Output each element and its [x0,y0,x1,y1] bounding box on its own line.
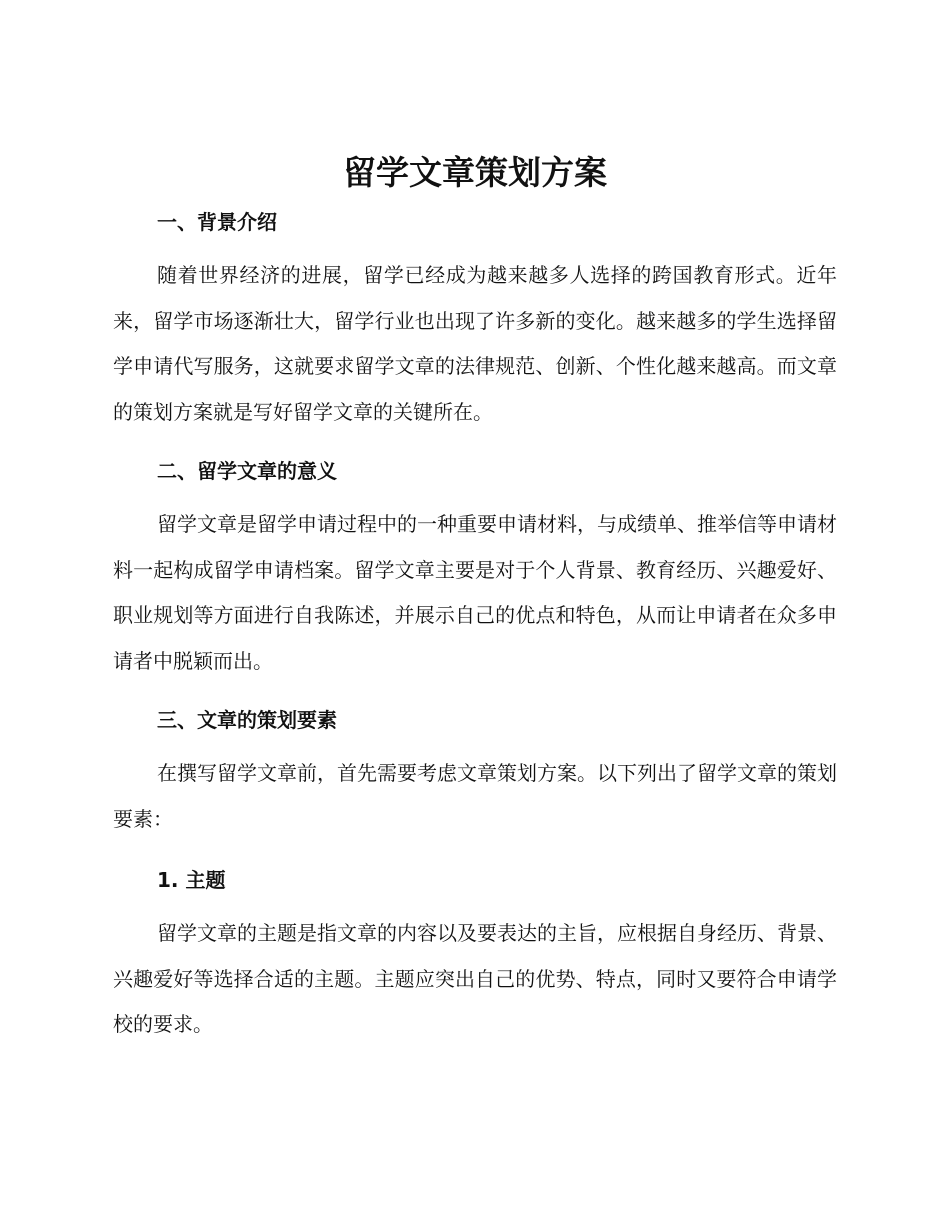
section-heading-theme: 1. 主题 [157,868,226,892]
section-heading-planning-elements: 三、文章的策划要素 [157,708,337,732]
document-title: 留学文章策划方案 [343,153,607,192]
section-heading-significance: 二、留学文章的意义 [157,459,337,483]
section-heading-background: 一、背景介绍 [157,210,277,234]
section-paragraph-planning-elements: 在撰写留学文章前，首先需要考虑文章策划方案。以下列出了留学文章的策划要素： [113,761,837,831]
section-paragraph-theme: 留学文章的主题是指文章的内容以及要表达的主旨，应根据自身经历、背景、兴趣爱好等选择合适的主题。主题应突出自己的优势、特点，同时又要符合申请学校的要求。 [113,921,837,1036]
section-paragraph-background: 随着世界经济的进展，留学已经成为越来越多人选择的跨国教育形式。近年来，留学市场逐渐壮大，留学行业也出现了许多新的变化。越来越多的学生选择留学申请代写服务，这就要求留学文章的法律规范、创新、个性化越来越高。而文章的策划方案就是写好留学文章的关键所在。 [113,263,837,424]
section-paragraph-significance: 留学文章是留学申请过程中的一种重要申请材料，与成绩单、推举信等申请材料一起构成留学申请档案。留学文章主要是对于个人背景、教育经历、兴趣爱好、职业规划等方面进行自我陈述，并展示自己的优点和特色，从而让申请者在众多申请者中脱颖而出。 [113,512,837,673]
